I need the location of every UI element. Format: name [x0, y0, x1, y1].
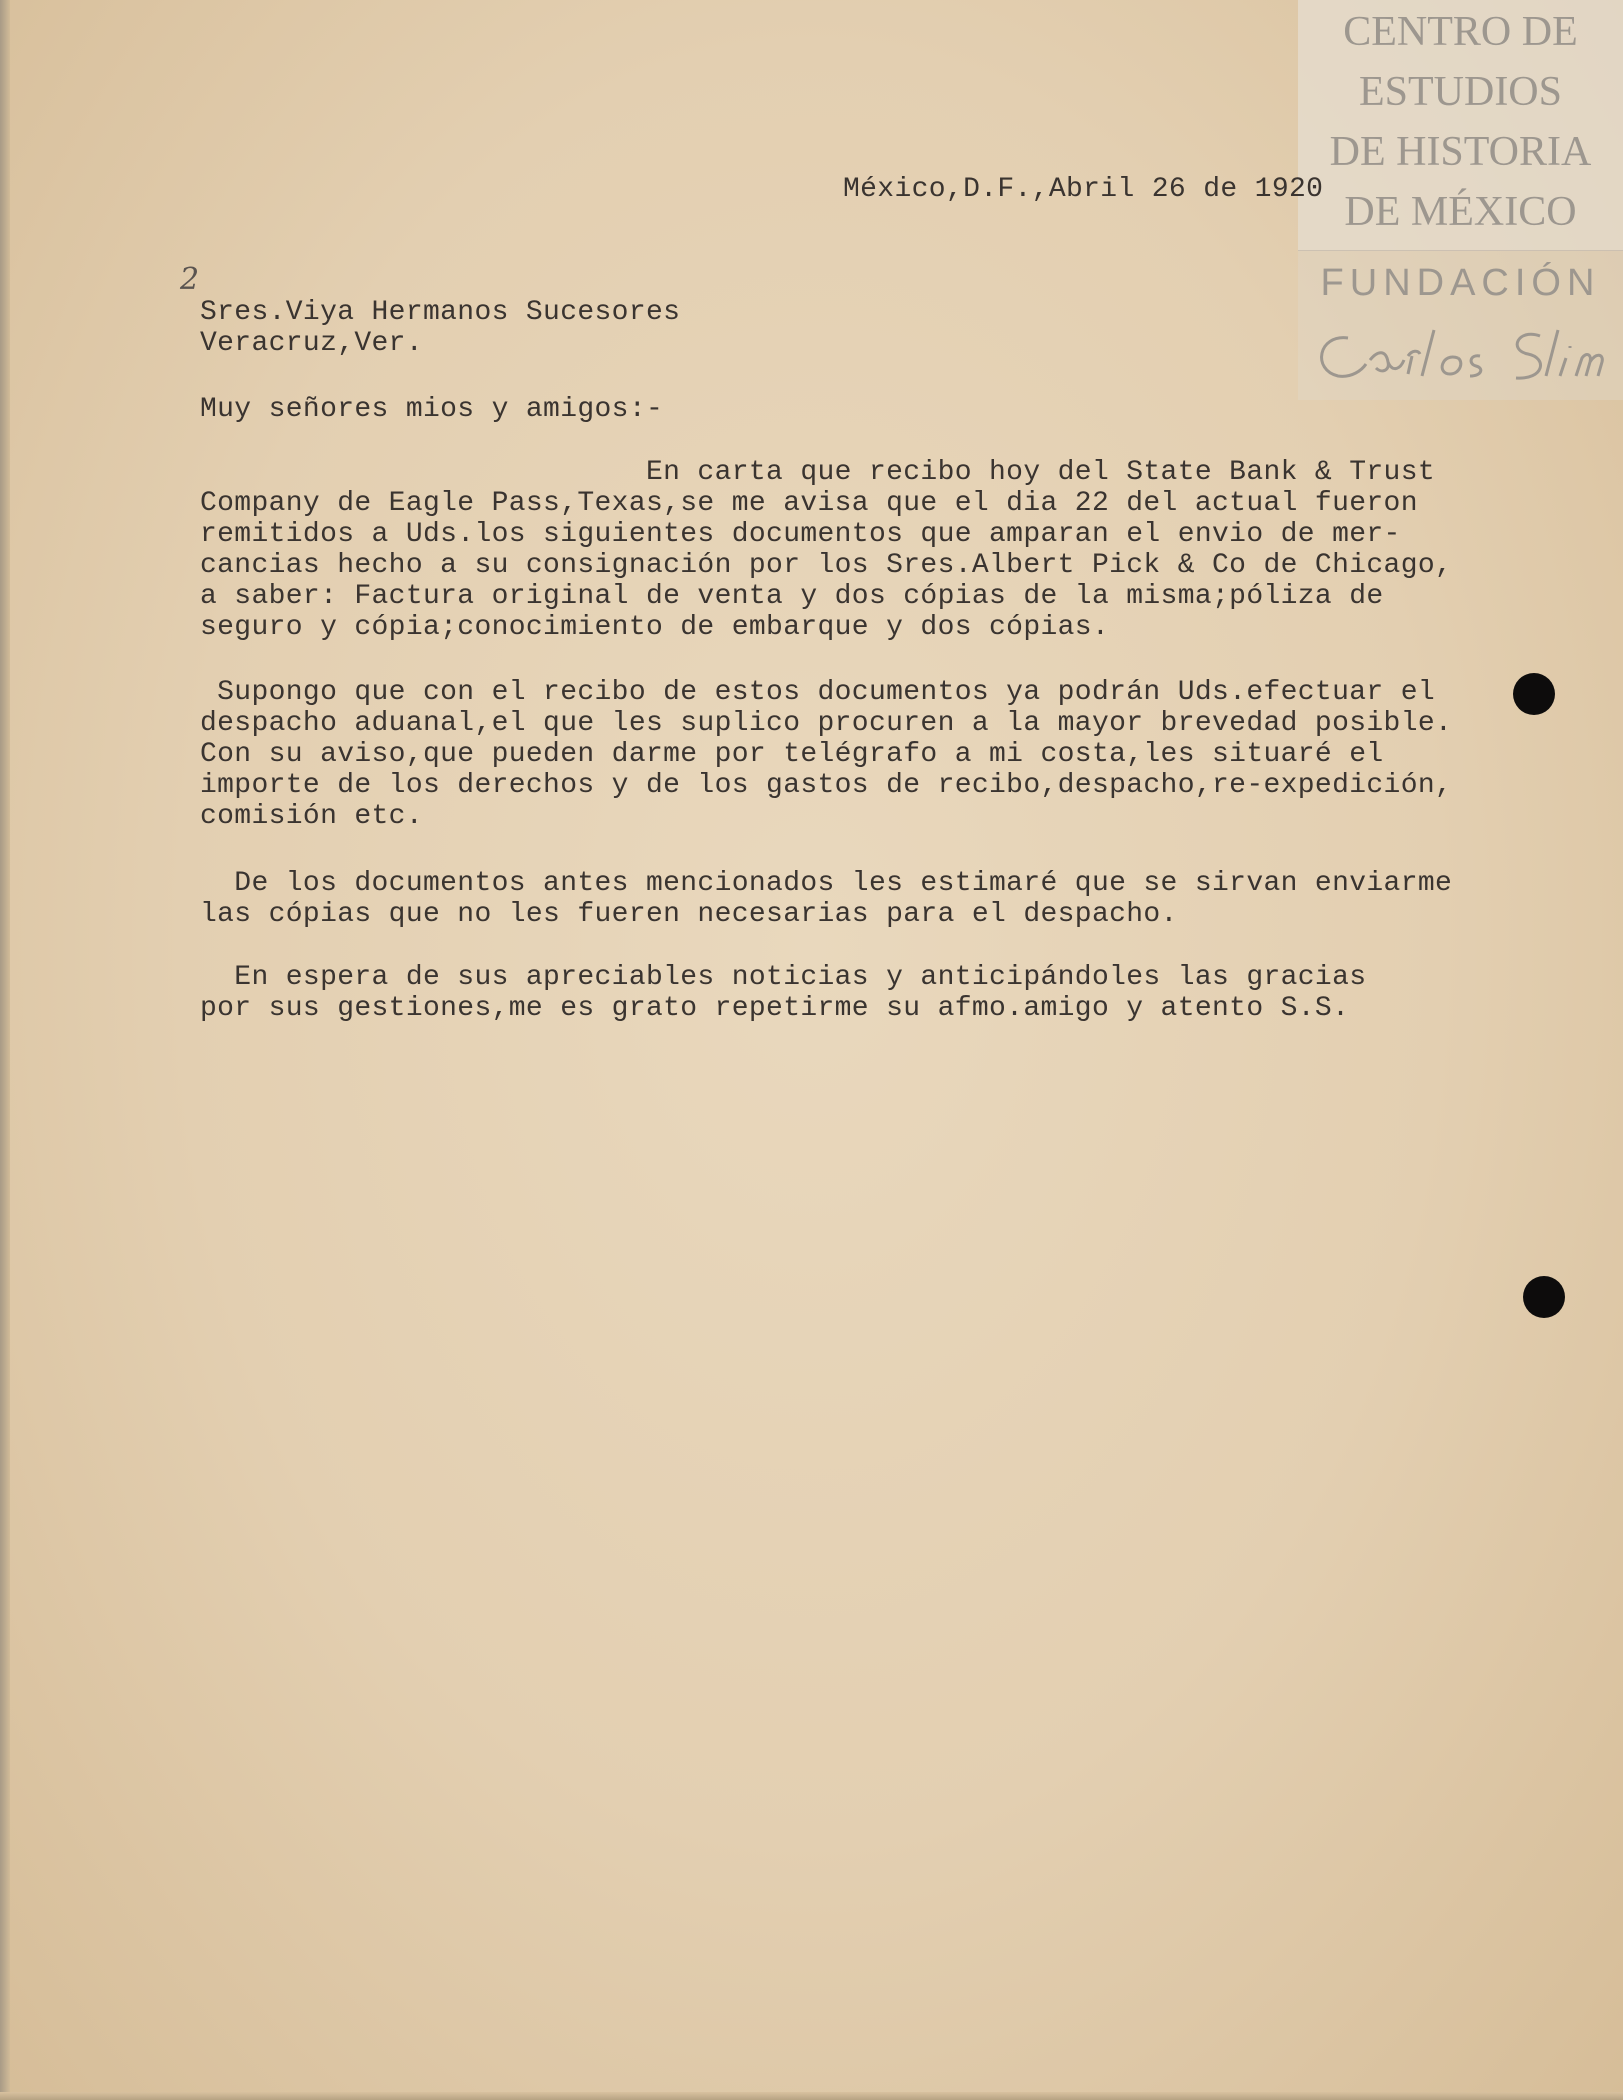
- watermark-line-2: ESTUDIOS: [1358, 69, 1562, 115]
- page-bottom-edge: [0, 2092, 1623, 2100]
- closing-paragraph: En espera de sus apreciables noticias y anticipándoles las gracias por sus gestiones,me es grato repetirme su afmo.amigo y atento S.S.: [200, 962, 1367, 1024]
- page-left-edge: [0, 0, 10, 2100]
- body-paragraph-1: En carta que recibo hoy del State Bank & Trust Company de Eagle Pass,Texas,se me avisa que el dia 22 del actual fueron remitidos a Uds.los siguientes documentos que amparan el envio de mer- cancias hecho a su consignación por los Sres.Albert Pick & Co de Chicago, a saber: Factura original de venta y dos cópias de la misma;póliza de seguro y cópia;conocimiento de embarque y dos cópias.: [200, 457, 1453, 643]
- body-paragraph-3: De los documentos antes mencionados les estimaré que se sirvan enviarme las cópias que no les fueren necesarias para el despacho.: [200, 868, 1453, 930]
- punch-hole-upper: [1513, 673, 1555, 715]
- watermark-title-block: [1298, 0, 1623, 251]
- letter-date: México,D.F.,Abril 26 de 1920: [843, 174, 1324, 205]
- page-number-mark: 2: [180, 262, 200, 297]
- salutation: Muy señores mios y amigos:-: [200, 394, 664, 425]
- punch-hole-lower: [1523, 1276, 1565, 1318]
- watermark-line-1: CENTRO DE: [1343, 9, 1578, 55]
- body-paragraph-2: Supongo que con el recibo de estos documentos ya podrán Uds.efectuar el despacho aduanal,el que les suplico procuren a la mayor brevedad posible. Con su aviso,que pueden darme por telégrafo a mi costa,les situaré el importe de los derechos y de los gastos de recibo,despacho,re-expedición, comisión etc.: [200, 677, 1453, 832]
- watermark-line-3: DE HISTORIA: [1329, 129, 1592, 175]
- signature-logo: [1308, 320, 1613, 390]
- recipient-city: Veracruz,Ver.: [200, 328, 423, 359]
- watermark-foundation: FUNDACIÓN: [1320, 262, 1601, 304]
- watermark-line-4: DE MÉXICO: [1344, 189, 1577, 235]
- recipient-name: Sres.Viya Hermanos Sucesores: [200, 297, 681, 328]
- archive-watermark: [1298, 0, 1623, 400]
